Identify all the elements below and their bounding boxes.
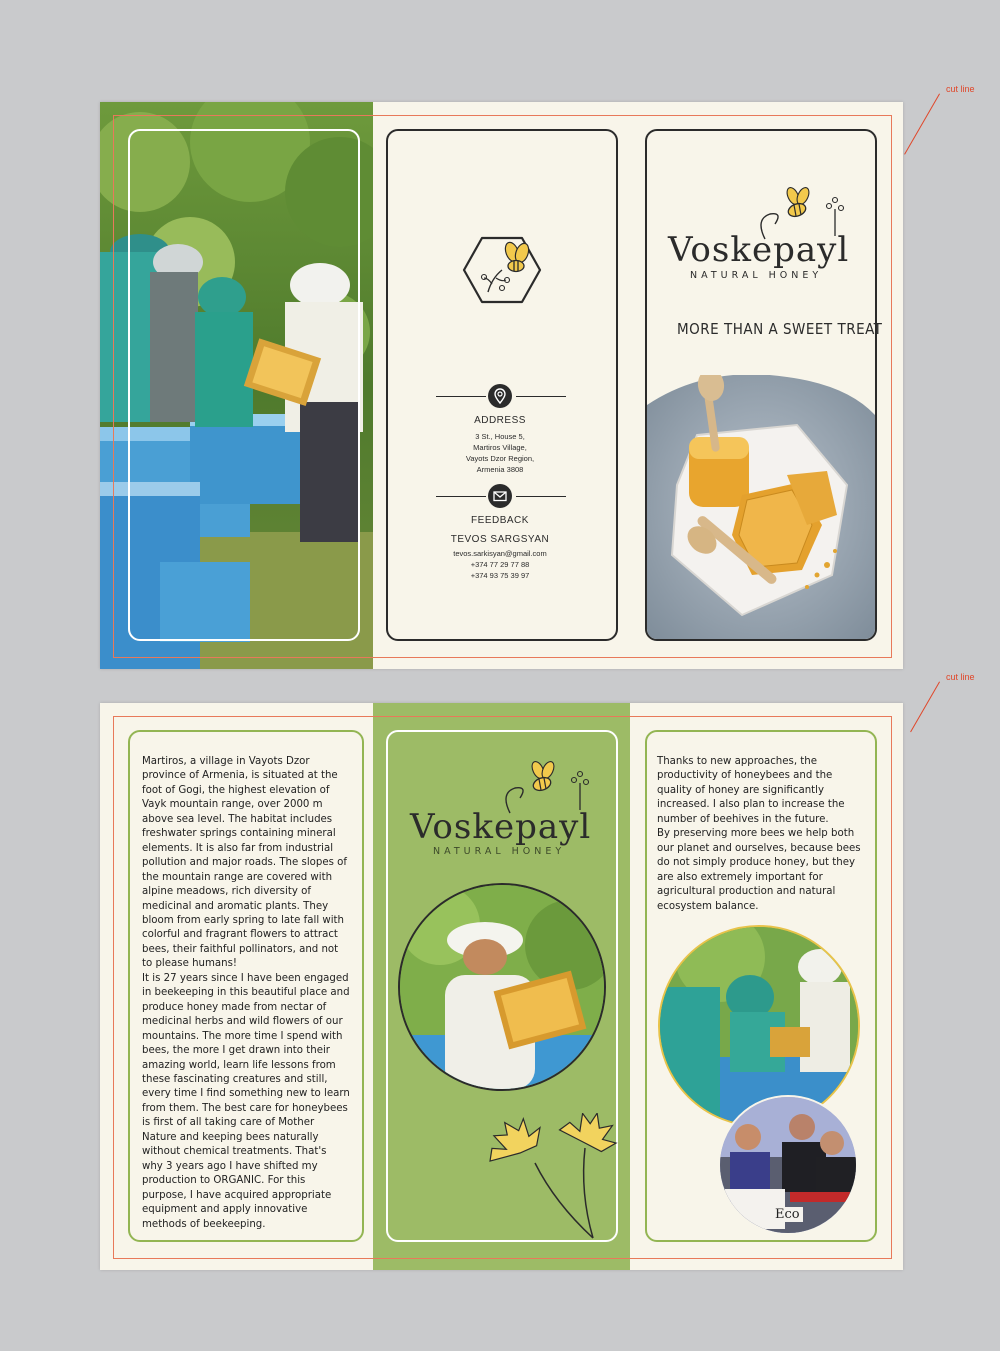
- address-line: 3 St., House 5,: [475, 432, 525, 441]
- brand-tagline: NATURAL HONEY: [433, 846, 566, 857]
- cut-line-leader-bottom: [910, 682, 940, 733]
- phone-1-text[interactable]: +374 77 29 77 88: [470, 560, 530, 569]
- phone-2-text[interactable]: +374 93 75 39 97: [470, 571, 530, 580]
- address-line: Vayots Dzor Region,: [465, 454, 535, 463]
- feedback-heading: FEEDBACK: [471, 515, 529, 526]
- address-line: Martiros Village,: [473, 443, 527, 452]
- brand-logo-text: Voskepayl: [410, 807, 592, 847]
- brand-logo-text: Voskepayl: [668, 230, 850, 270]
- story-paragraph: Martiros, a village in Vayots Dzor province of Armenia, is situated at the foot of Gogi, the highest elevation of Vayk mountain range, over 2000 m above sea level. The habitat includes freshwater springs containing mineral elements. It is also far from industrial pollution and major roads. The slopes of the mountain range are covered with alpine meadows, rich diversity of medicinal and aromatic plants. They bloom from early spring to late fall with colorful and fragrant flowers to attract bees, their faithful pollinators, and not to please humans!: [142, 756, 347, 970]
- story-paragraph: Thanks to new approaches, the productivity of honeybees and the quality of honey are significantly increased. I also plan to increase the number of beehives in the future.: [657, 756, 845, 825]
- address-line: Armenia 3808: [476, 465, 524, 474]
- brochure-outside-sheet: [100, 102, 903, 669]
- cut-line-frame-bottom: [113, 716, 892, 1259]
- brochure-inside-sheet: [100, 703, 903, 1270]
- story-paragraph: It is 27 years since I have been engaged in beekeeping in this beautiful place and produce honey made from nectar of medicinal herbs and wild flowers of our mountains. The more time I spend with bees, the more I get drawn into their amazing world, learn life lessons from these fascinating creatures and still, every time I find something new to learn from them. The best care for honeybees is first of all taking care of Mother Nature and keeping bees naturally without chemical treatments. That's why 3 years ago I have shifted my production to ORGANIC. For this purpose, I have acquired appropriate equipment and apply innovative methods of beekeeping.: [142, 972, 350, 1230]
- eco-label: Eco: [772, 1207, 803, 1222]
- brand-tagline: NATURAL HONEY: [690, 270, 823, 281]
- cut-line-label-top: cut line: [946, 84, 975, 94]
- email-text[interactable]: tevos.sarkisyan@gmail.com: [453, 549, 547, 558]
- address-heading: ADDRESS: [474, 415, 526, 426]
- cut-line-leader-top: [904, 94, 940, 155]
- slogan-text: MORE THAN A SWEET TREAT: [677, 320, 883, 338]
- cut-line-frame-top: [113, 115, 892, 658]
- contact-person: TEVOS SARGSYAN: [450, 534, 550, 545]
- cut-line-label-bottom: cut line: [946, 672, 975, 682]
- story-paragraph: By preserving more bees we help both our planet and ourselves, because bees do not simply produce honey, but they are also extremely important for agricultural production and natural ecosystem balance.: [657, 828, 861, 912]
